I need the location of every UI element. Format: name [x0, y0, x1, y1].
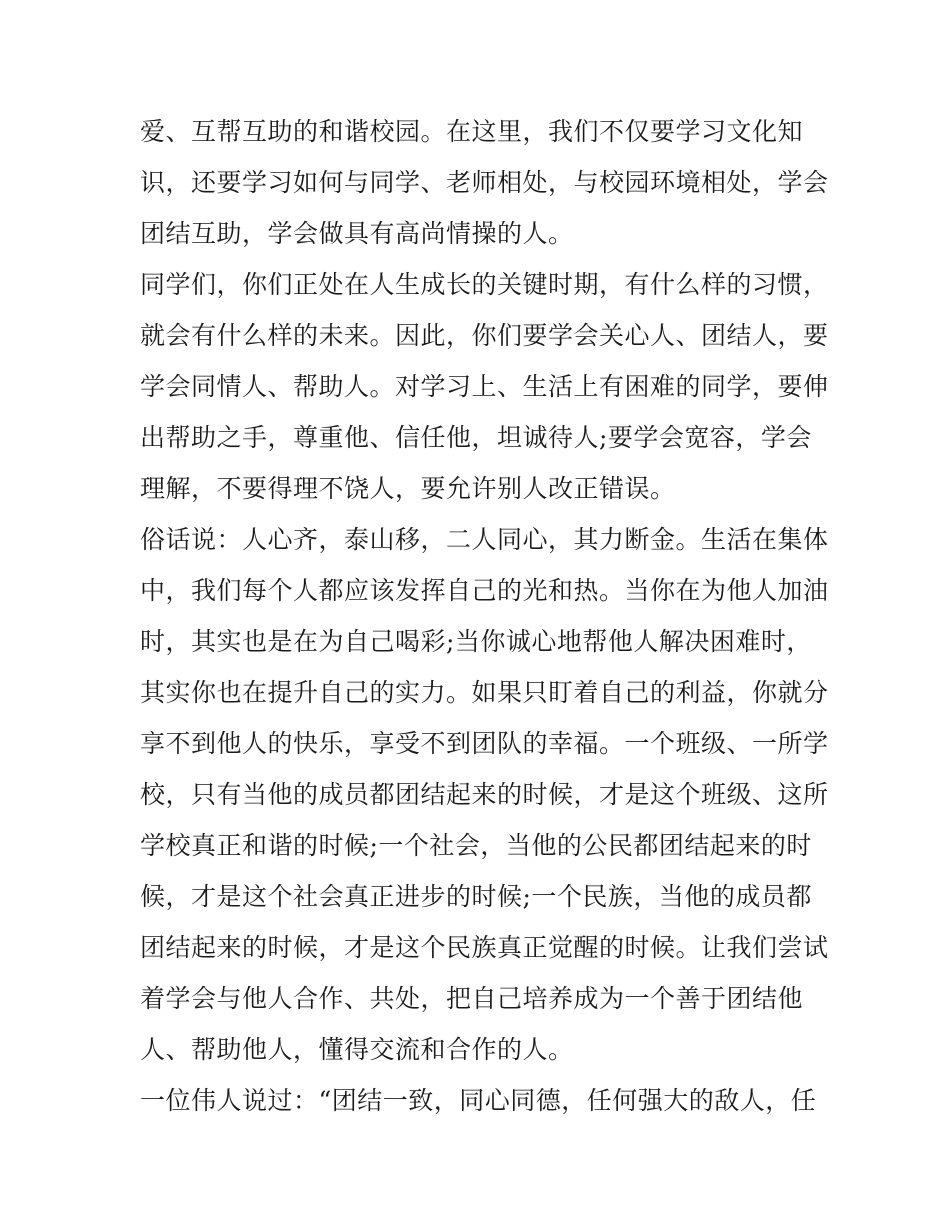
text-line: 爱、互帮互助的和谐校园。在这里，我们不仅要学习文化知 — [140, 117, 804, 146]
text-line: 团结起来的时候，才是这个民族真正觉醒的时候。让我们尝试 — [140, 933, 829, 962]
text-line: 同学们，你们正处在人生成长的关键时期，有什么样的习惯， — [140, 270, 829, 299]
text-line: 校，只有当他的成员都团结起来的时候，才是这个班级、这所 — [140, 780, 829, 809]
text-line: 其实你也在提升自己的实力。如果只盯着自己的利益，你就分 — [140, 678, 829, 707]
text-line: 人、帮助他人，懂得交流和合作的人。 — [140, 1035, 574, 1064]
body-text — [140, 106, 829, 1126]
text-line: 识，还要学习如何与同学、老师相处，与校园环境相处，学会 — [140, 168, 829, 197]
text-line: 着学会与他人合作、共处，把自己培养成为一个善于团结他 — [140, 984, 804, 1013]
text-line: 出帮助之手，尊重他、信任他，坦诚待人;要学会宽容，学会 — [140, 423, 812, 452]
text-line: 时，其实也是在为自己喝彩;当你诚心地帮他人解决困难时， — [140, 627, 812, 656]
text-line: 团结互助，学会做具有高尚情操的人。 — [140, 219, 574, 248]
text-line: 享不到他人的快乐，享受不到团队的幸福。一个班级、一所学 — [140, 729, 829, 758]
text-line: 俗话说：人心齐，泰山移，二人同心，其力断金。生活在集体 — [140, 525, 829, 554]
text-line: 理解，不要得理不饶人，要允许别人改正错误。 — [140, 474, 676, 503]
text-line: 就会有什么样的未来。因此，你们要学会关心人、团结人，要 — [140, 321, 829, 350]
text-line: 中，我们每个人都应该发挥自己的光和热。当你在为他人加油 — [140, 576, 829, 605]
text-line: 一位伟人说过：“团结一致，同心同德，任何强大的敌人，任 — [140, 1086, 817, 1115]
text-line: 学校真正和谐的时候;一个社会，当他的公民都团结起来的时 — [140, 831, 812, 860]
text-line: 候，才是这个社会真正进步的时候;一个民族，当他的成员都 — [140, 882, 812, 911]
text-line: 学会同情人、帮助人。对学习上、生活上有困难的同学，要伸 — [140, 372, 829, 401]
